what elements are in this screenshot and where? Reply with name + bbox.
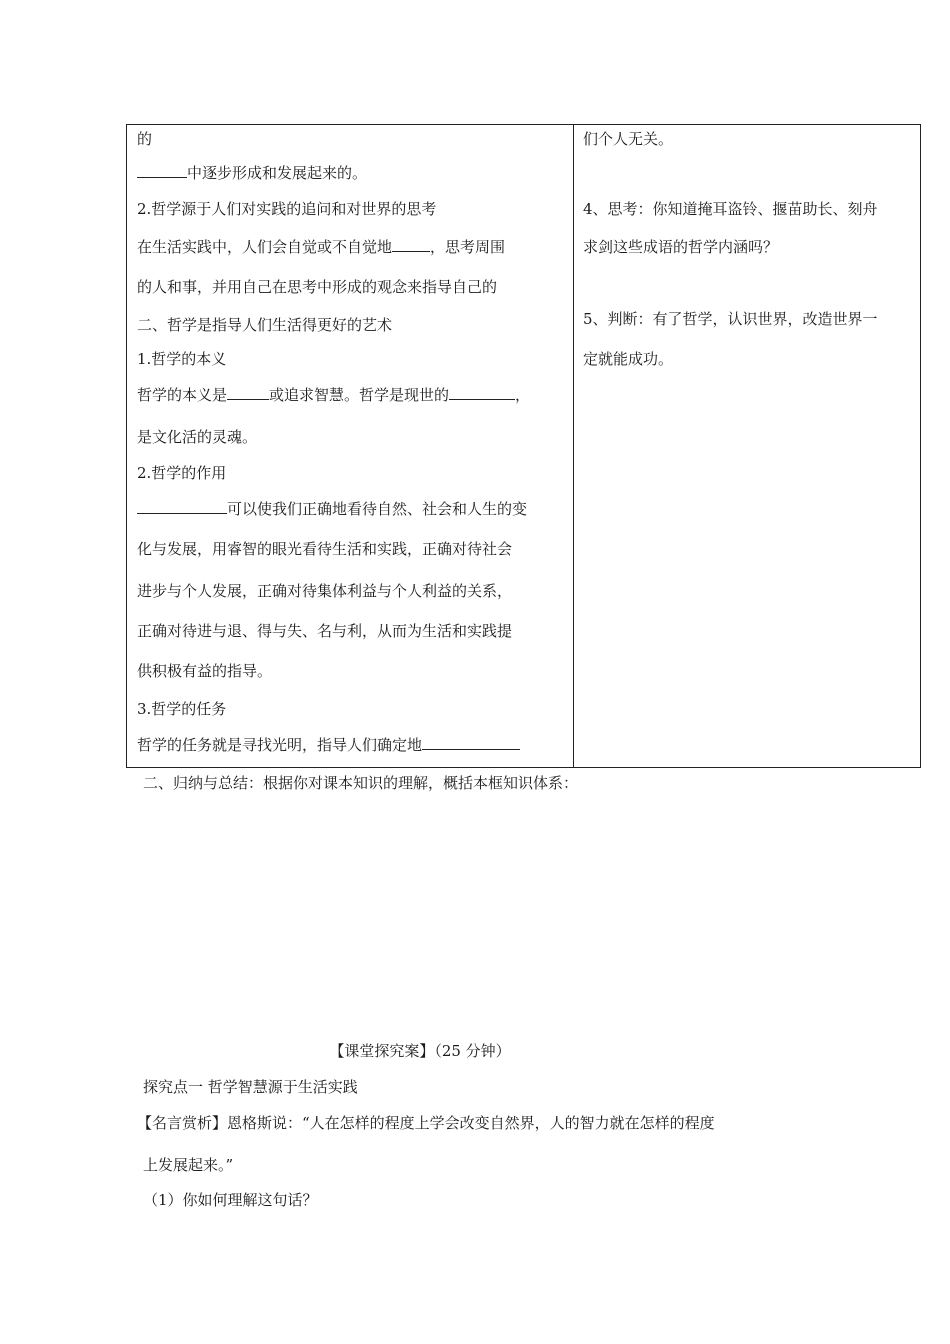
quote-label: 【名言赏析】 (137, 1114, 228, 1132)
section-title: 【课堂探究案】（25 分钟） (329, 1042, 511, 1060)
right-line-5: 定就能成功。 (583, 350, 674, 368)
explore-point-heading: 探究点一 哲学智慧源于生活实践 (143, 1078, 358, 1096)
right-line-4: 5、判断：有了哲学，认识世界，改造世界一 (583, 310, 878, 328)
question-1: （1）你如何理解这句话？ (143, 1191, 318, 1209)
left-line-15: 供积极有益的指导。 (137, 662, 273, 680)
left-line-11: 可以使我们正确地看待自然、社会和人生的变 (137, 499, 527, 519)
summary-heading: 二、归纳与总结：根据你对课本知识的理解，概括本框知识体系： (143, 774, 579, 792)
left-line-14: 正确对待进与退、得与失、名与利，从而为生活和实践提 (137, 622, 513, 640)
left-line-9: 是文化活的灵魂。 (137, 428, 258, 446)
right-line-1: 们个人无关。 (583, 130, 674, 148)
fill-blank[interactable] (392, 237, 430, 252)
fill-blank[interactable] (449, 385, 515, 400)
left-line-3: 2.哲学源于人们对实践的追问和对世界的思考 (137, 200, 437, 218)
left-line-10: 2.哲学的作用 (137, 464, 227, 482)
fill-blank[interactable] (137, 499, 227, 514)
left-line-16: 3.哲学的任务 (137, 700, 227, 718)
left-line-17: 哲学的任务就是寻找光明，指导人们确定地 (137, 735, 520, 755)
left-line-5: 的人和事，并用自己在思考中形成的观念来指导自己的 (137, 278, 498, 296)
left-line-2: 中逐步形成和发展起来的。 (137, 163, 367, 183)
right-line-2: 4、思考：你知道掩耳盗铃、揠苗助长、刻舟 (583, 200, 878, 218)
left-line-12: 化与发展，用睿智的眼光看待生活和实践，正确对待社会 (137, 540, 513, 558)
left-line-6: 二、哲学是指导人们生活得更好的艺术 (137, 316, 393, 334)
content-table (126, 124, 921, 768)
left-line-4: 在生活实践中，人们会自觉或不自觉地 ，思考周围 (137, 238, 506, 256)
fill-blank[interactable] (227, 385, 269, 400)
quote-line-1: 【名言赏析】恩格斯说：“人在怎样的程度上学会改变自然界，人的智力就在怎样的程度 (137, 1114, 715, 1132)
left-line-13: 进步与个人发展，正确对待集体利益与个人利益的关系， (137, 582, 513, 600)
right-line-3: 求剑这些成语的哲学内涵吗？ (583, 238, 779, 256)
left-line-8: 哲学的本义是 或追求智慧。哲学是现世的 ， (137, 386, 531, 404)
left-line-7: 1.哲学的本义 (137, 350, 227, 368)
quote-line-2: 上发展起来。” (143, 1156, 234, 1174)
fill-blank[interactable] (422, 735, 520, 750)
left-line-1: 的 (137, 130, 153, 148)
fill-blank[interactable] (137, 163, 187, 178)
column-divider (573, 125, 574, 767)
